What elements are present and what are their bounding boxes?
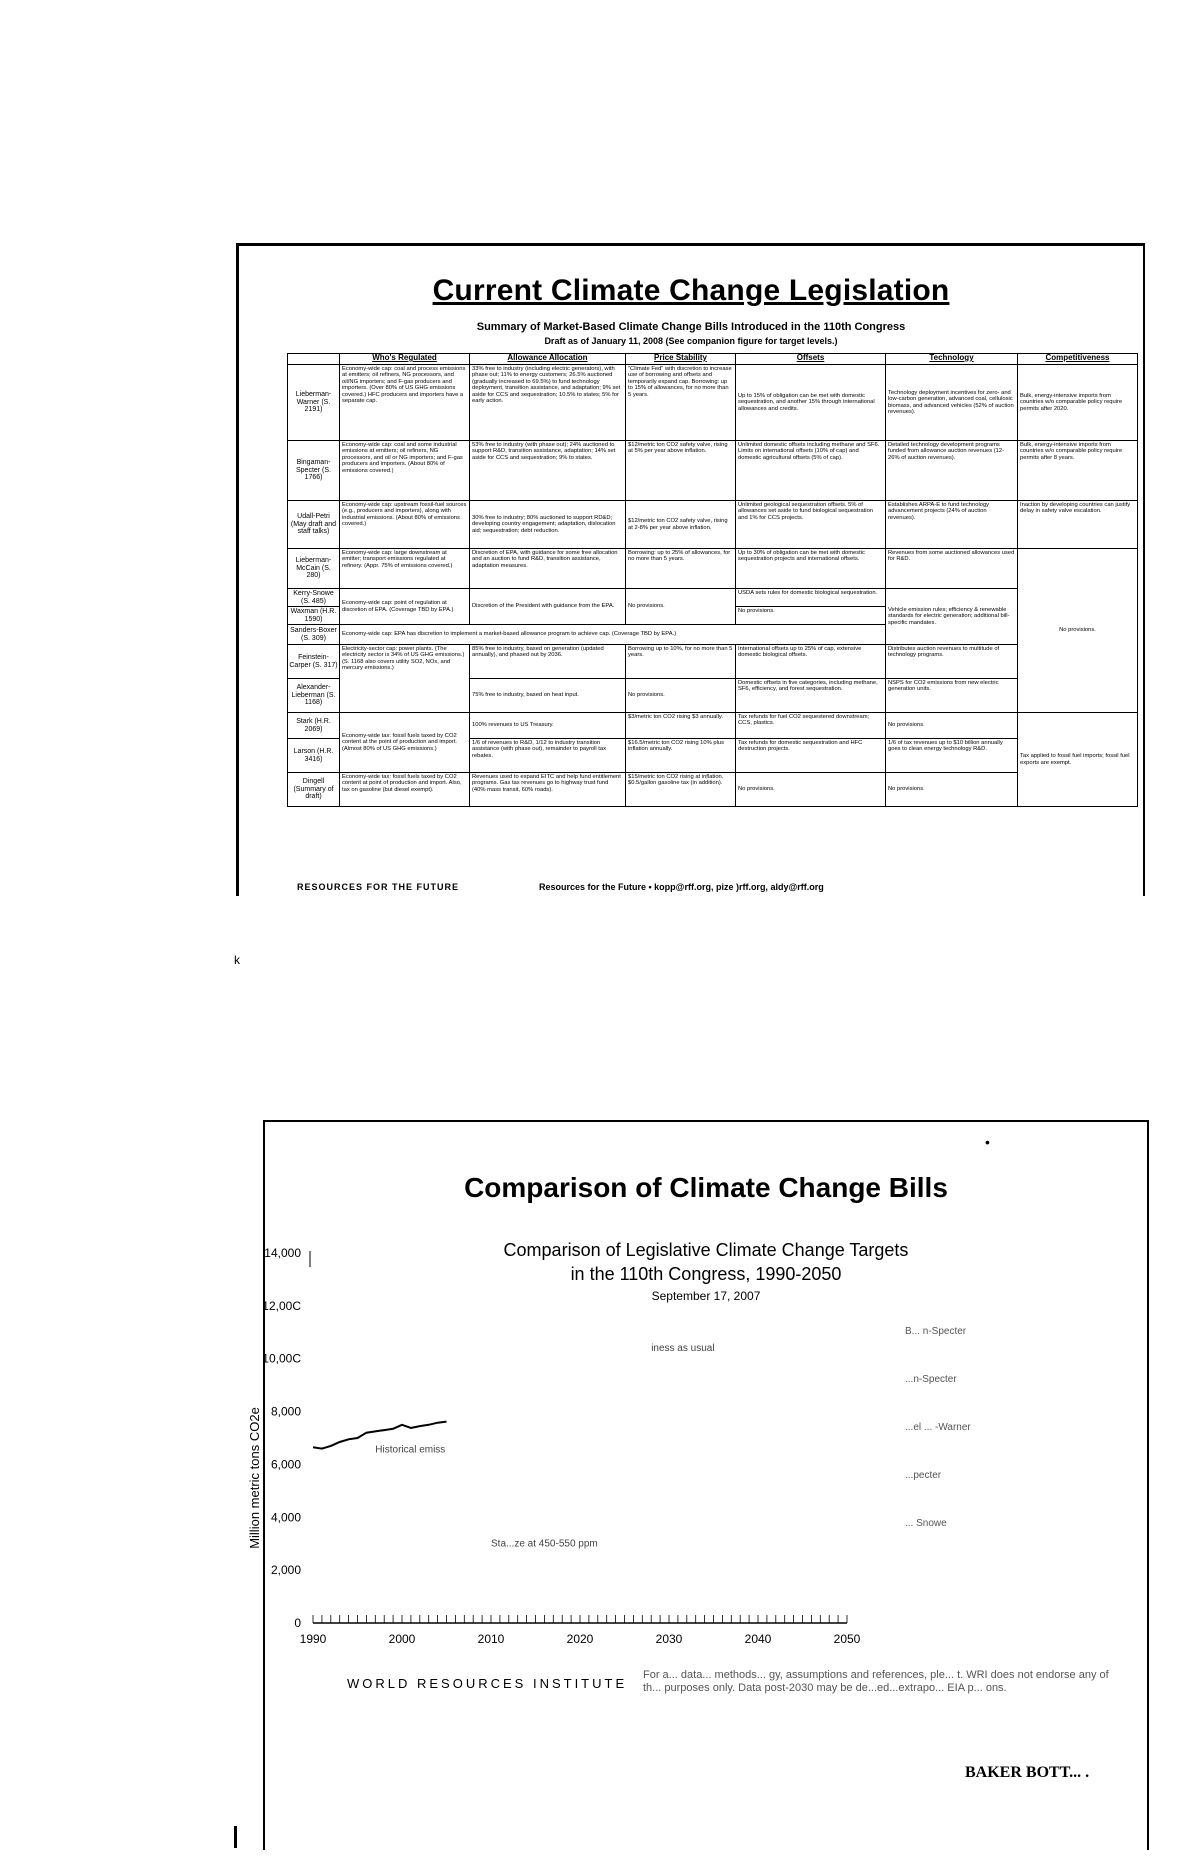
column-header: Who's Regulated <box>340 354 470 365</box>
cell-price: No provisions. <box>626 589 736 625</box>
table-row <box>288 365 1138 441</box>
cell-price: $16.5/metric ton CO2 rising 10% plus inflation annually. <box>626 739 736 773</box>
scan-dot: • <box>985 1134 990 1150</box>
column-header: Allowance Allocation <box>470 354 626 365</box>
cell-regulated: Economy-wide cap: upstream fossil-fuel sources (e.g., producers and importers), along with industrial emissions. (About 80% of emissions covered.) <box>340 501 470 549</box>
legend-fragment: ...el ... -Warner <box>905 1422 971 1433</box>
column-header: Competitiveness <box>1018 354 1138 365</box>
bill-name: Udall-Petri (May draft and staff talks) <box>288 501 340 549</box>
column-header: Price Stability <box>626 354 736 365</box>
cell-price: No provisions. <box>626 679 736 713</box>
chart-annotation: iness as usual <box>651 1342 715 1354</box>
baker-botts-logo: BAKER BOTT... . <box>965 1764 1090 1781</box>
cell-technology: No provisions. <box>886 773 1018 807</box>
y-tick-label: 14,000 <box>264 1246 301 1260</box>
rff-logo: RESOURCES FOR THE FUTURE <box>297 882 460 892</box>
cell-price: $15/metric ton CO2 rising at inflation. $0.5/gallon gasoline tax (in addition). <box>626 773 736 807</box>
cell-allocation: Discretion of the President with guidance from the EPA. <box>470 589 626 625</box>
bill-name: Lieberman-McCain (S. 280) <box>288 549 340 589</box>
cell-allocation: 53% free to industry (with phase out); 24% auctioned to support R&D, transition assistance, adaptation; 14% set aside for CCS and sequestration; 9% to states. <box>470 441 626 501</box>
cell-price: $12/metric ton CO2 safety valve, rising at 5% per year above inflation. <box>626 441 736 501</box>
chart-footnote: For a... data... methods... gy, assumptions and references, ple... t. WRI does not endorse any of th... purposes only. Data post-2030 may be de...ed...extrapo... EIA p... ons. <box>643 1669 1109 1694</box>
emissions-chart <box>247 1122 1147 1850</box>
bill-name: Dingell (Summary of draft) <box>288 773 340 807</box>
slide1-draft-note: Draft as of January 11, 2008 (See companion figure for target levels.) <box>544 336 838 346</box>
cell-price: Borrowing up to 10%, for no more than 5 years. <box>626 645 736 679</box>
cell-regulated: Economy-wide cap: point of regulation at discretion of EPA. (Coverage TBD by EPA.) <box>340 589 470 625</box>
cell-price: $12/metric ton CO2 safety valve, rising at 2-8% per year above inflation. <box>626 501 736 549</box>
cell-competitiveness: Inaction by developing countries can justify delay in safety valve escalation. <box>1018 501 1138 549</box>
legend-fragment: ... Snowe <box>905 1518 947 1529</box>
x-tick-label: 2030 <box>655 1632 683 1646</box>
cell-technology: Vehicle emission rules; efficiency & renewable standards for electric generation; additional bill-specific mandates. <box>886 589 1018 645</box>
cell-allocation: 30% free to industry; 80% auctioned to support RD&D; developing country engagement; adaptation, dislocation aid; sequestration; debt reduction. <box>470 501 626 549</box>
x-tick-label: 2050 <box>833 1632 861 1646</box>
cell-offsets: No provisions. <box>736 773 886 807</box>
cell-regulated: Economy-wide tax: fossil fuels taxed by CO2 content at the point of production and import. (Almost 80% of US GHG emissions.) <box>340 713 470 773</box>
legend-fragment: B... n-Specter <box>905 1326 967 1337</box>
cell-regulated: Economy-wide cap: large downstream at emitter; transport emissions regulated at refinery. (Appr. 75% of emissions covered.) <box>340 549 470 589</box>
wri-logo: WORLD RESOURCES INSTITUTE <box>347 1676 628 1691</box>
cell-offsets: Tax refunds for fuel CO2 sequestered downstream; CCS, plastics. <box>736 713 886 739</box>
cell-technology: No provisions. <box>886 713 1018 739</box>
cell-offsets: International offsets up to 25% of cap, extensive domestic biological offsets. <box>736 645 886 679</box>
cell-offsets: Up to 30% of obligation can be met with domestic sequestration projects and international offsets. <box>736 549 886 589</box>
competitiveness-no-provisions: No provisions. <box>1059 627 1096 634</box>
cell-regulated: Economy-wide cap: coal and process emissions at emitters; oil refiners, NG processors, and oil/NG importers; and F-gas producers and importers. (Over 80% of US GHG emissions covered.) HFC producers and importers have a separate cap. <box>340 365 470 441</box>
y-tick-label: 2,000 <box>270 1563 301 1578</box>
bill-name: Lieberman-Warner (S. 2191) <box>288 365 340 441</box>
table-row <box>288 713 1138 739</box>
cell-technology: 1/6 of tax revenues up to $10 billion annually goes to clean energy technology R&D. <box>886 739 1018 773</box>
table-row <box>288 773 1138 807</box>
corner-mark <box>234 1826 237 1848</box>
cell-allocation: 1/6 of revenues to R&D, 1/12 to industry transition assistance (with phase out), remainder to payroll tax rebates. <box>470 739 626 773</box>
table-row <box>288 589 1138 607</box>
cell-regulated: Economy-wide cap: EPA has discretion to implement a market-based allowance program to achieve cap. (Coverage TBD by EPA.) <box>340 625 886 645</box>
x-tick-label: 2040 <box>744 1632 772 1646</box>
bill-name: Stark (H.R. 2069) <box>288 713 340 739</box>
y-tick-label: 6,000 <box>270 1457 301 1472</box>
slide1-subtitle: Summary of Market-Based Climate Change Bills Introduced in the 110th Congress <box>476 321 906 333</box>
x-tick-label: 2010 <box>477 1632 505 1646</box>
bill-name: Kerry-Snowe (S. 485) <box>288 589 340 607</box>
y-tick-label: 0 <box>294 1616 301 1630</box>
cell-competitiveness: Tax applied to fossil fuel imports; fossil fuel exports are exempt. <box>1018 713 1138 807</box>
rff-contacts: Resources for the Future • kopp@rff.org, pize )rff.org, aldy@rff.org <box>539 882 824 892</box>
legend-fragment: ...pecter <box>905 1470 942 1481</box>
cell-regulated <box>340 645 470 713</box>
cell-competitiveness: Bulk, energy-intensive imports from countries w/o comparable policy require permits after 2020. <box>1018 365 1138 441</box>
column-header: Offsets <box>736 354 886 365</box>
table-row <box>288 501 1138 549</box>
y-tick-label: 12,00C <box>262 1298 301 1313</box>
bill-name: Alexander-Lieberman (S. 1168) <box>288 679 340 713</box>
regulated-text: Electricity-sector cap: power plants. (The electricity sector is 34% of US GHG emissions.) <box>342 646 465 659</box>
cell-price: "Climate Fed" with discretion to increase use of borrowing and offsets and temporarily expand cap. Borrowing: up to 15% of allowances, for no more than 5 years. <box>626 365 736 441</box>
bill-name: Larson (H.R. 3416) <box>288 739 340 773</box>
cell-offsets: Unlimited geological sequestration offsets. 5% of allowances set aside to fund biological sequestration and 1% for CCS projects. <box>736 501 886 549</box>
column-header <box>288 354 340 365</box>
cell-offsets: USDA sets rules for domestic biological sequestration. <box>736 589 886 607</box>
y-tick-label: 10,00C <box>262 1351 301 1366</box>
cell-offsets: Up to 15% of obligation can be met with domestic sequestration, and another 15% through international allowances and credits. <box>736 365 886 441</box>
chart-annotation: Historical emiss <box>375 1444 446 1456</box>
cell-allocation: 33% free to industry (including electric generators), with phase out; 11% to energy customers; 26.5% auctioned (gradually increased to 69.5%) to fund technology deployment, transition assistance, and adaptation; 9% set aside for CCS and sequestration; 10.5% to states; 5% for early action. <box>470 365 626 441</box>
cell-regulated: Economy-wide cap: coal and some industrial emissions at emitters; oil refiners, NG processors, and oil or NG importers; and F-gas producers and importers. (About 80% of emissions covered.) <box>340 441 470 501</box>
bill-name: Bingaman-Specter (S. 1766) <box>288 441 340 501</box>
chart-subtitle-line2: in the 110th Congress, 1990-2050 <box>570 1264 842 1284</box>
chart-date: September 17, 2007 <box>651 1289 761 1303</box>
table-row <box>288 645 1138 679</box>
x-tick-label: 2020 <box>566 1632 594 1646</box>
chart-annotation: Sta...ze at 450-550 ppm <box>491 1538 598 1550</box>
cell-allocation: Discretion of EPA, with guidance for some free allocation and an auction to fund R&D, transition assistance, adaptation measures. <box>470 549 626 589</box>
y-tick-label: 4,000 <box>270 1510 301 1525</box>
cell-technology: Detailed technology development programs funded from allowance auction revenues (12-26% of auction revenues). <box>886 441 1018 501</box>
cell-technology: Technology deployment incentives for zero- and low-carbon generation, advanced coal, cellulosic biomass, and advanced vehicles (52% of auction revenues). <box>886 365 1018 441</box>
x-tick-label: 1990 <box>299 1632 327 1646</box>
column-header: Technology <box>886 354 1018 365</box>
cell-technology: NSPS for CO2 emissions from new electric generation units. <box>886 679 1018 713</box>
y-tick-label: 8,000 <box>270 1404 301 1419</box>
table-row <box>288 441 1138 501</box>
cell-competitiveness: Bulk, energy-intensive imports from countries w/o comparable policy require permits after 8 years. <box>1018 441 1138 501</box>
cell-offsets: No provisions. <box>736 607 886 625</box>
cell-technology: Establishes ARPA-E to fund technology advancement projects (24% of auction revenues). <box>886 501 1018 549</box>
stray-mark: k <box>234 953 240 967</box>
cell-technology: Distributes auction revenues to multitude of technology programs. <box>886 645 1018 679</box>
slide1-title: Current Climate Change Legislation <box>432 274 950 307</box>
slide-comparison-chart <box>247 1120 1149 1850</box>
table-row <box>288 549 1138 589</box>
cell-offsets: Domestic offsets in five categories, including methane, SF6, efficiency, and forest sequestration. <box>736 679 886 713</box>
legislation-table <box>287 353 1138 807</box>
cell-allocation: 75% free to industry, based on heat input. <box>470 679 626 713</box>
cell-technology: Revenues from some auctioned allowances used for R&D. <box>886 549 1018 589</box>
bill-name: Feinstein-Carper (S. 317) <box>288 645 340 679</box>
bill-name: Waxman (H.R. 1590) <box>288 607 340 625</box>
cell-offsets: Tax refunds for domestic sequestration and HFC destruction projects. <box>736 739 886 773</box>
cell-regulated: Economy-wide tax: fossil fuels taxed by CO2 content at point of production and import. Also, tax on gasoline (but diesel exempt). <box>340 773 470 807</box>
cell-price: Borrowing: up to 25% of allowances, for no more than 5 years. <box>626 549 736 589</box>
cell-allocation: Revenues used to expand EITC and help fund entitlement programs. Gas tax revenues go to highway trust fund (40% mass transit, 60% roads). <box>470 773 626 807</box>
cell-offsets: Unlimited domestic offsets including methane and SF6. Limits on international offsets (10% of cap) and domestic agricultural offsets (5% of cap). <box>736 441 886 501</box>
x-tick-label: 2000 <box>388 1632 416 1646</box>
table-header-row <box>288 354 1138 365</box>
bill-name: Sanders-Boxer (S. 309) <box>288 625 340 645</box>
chart-subtitle-line1: Comparison of Legislative Climate Change Targets <box>503 1240 909 1260</box>
cell-allocation: 100% revenues to US Treasury. <box>470 713 626 739</box>
cell-competitiveness <box>1018 549 1138 713</box>
legend-fragment: ...n-Specter <box>905 1374 957 1385</box>
slide2-title: Comparison of Climate Change Bills <box>464 1172 948 1203</box>
regulated-text-extra: (S. 1168 also covers utility SO2, NOx, and mercury emissions.) <box>342 658 451 672</box>
cell-price: $3/metric ton CO2 rising $3 annually. <box>626 713 736 739</box>
y-axis-label: Million metric tons CO2e <box>247 1407 262 1549</box>
cell-allocation: 85% free to industry, based on generation (updated annually), and phased out by 2036. <box>470 645 626 679</box>
slide-legislation-summary <box>236 243 1145 896</box>
